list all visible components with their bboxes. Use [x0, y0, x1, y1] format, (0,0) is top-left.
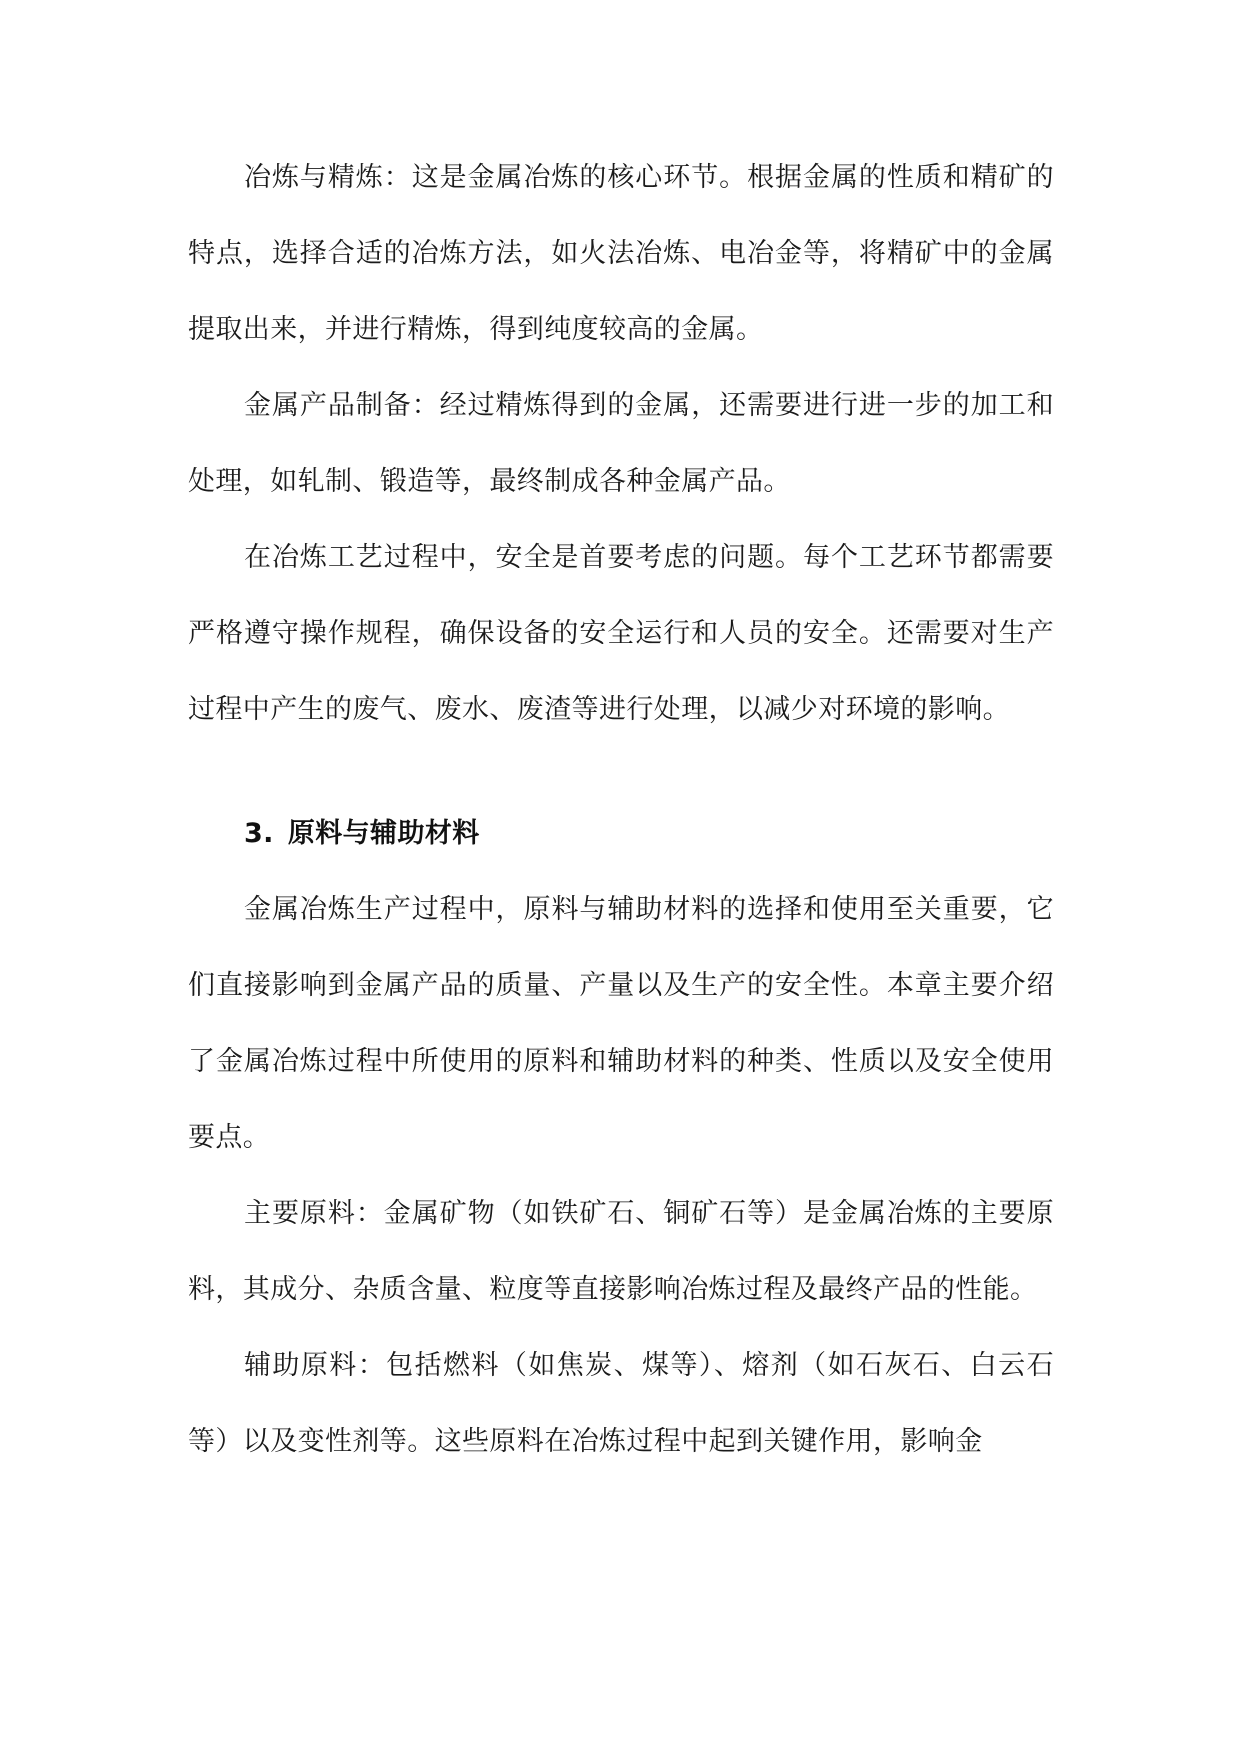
document-body [188, 140, 1054, 1480]
paragraph-materials-intro: 金属冶炼生产过程中，原料与辅助材料的选择和使用至关重要，它们直接影响到金属产品的质量、产量以及生产的安全性。本章主要介绍了金属冶炼过程中所使用的原料和辅助材料的种类、性质以及安全使用要点。 [188, 894, 1054, 1153]
section-heading [188, 796, 1054, 872]
section-title: 原料与辅助材料 [287, 818, 480, 849]
paragraph-auxiliary-materials: 辅助原料：包括燃料（如焦炭、煤等）、熔剂（如石灰石、白云石等）以及变性剂等。这些原料在冶炼过程中起到关键作用，影响金 [188, 1350, 1054, 1457]
paragraph-main-materials: 主要原料：金属矿物（如铁矿石、铜矿石等）是金属冶炼的主要原料，其成分、杂质含量、粒度等直接影响冶炼过程及最终产品的性能。 [188, 1198, 1054, 1305]
paragraph-smelting-refining: 冶炼与精炼：这是金属冶炼的核心环节。根据金属的性质和精矿的特点，选择合适的冶炼方法，如火法冶炼、电冶金等，将精矿中的金属提取出来，并进行精炼，得到纯度较高的金属。 [188, 162, 1054, 345]
paragraph-safety: 在冶炼工艺过程中，安全是首要考虑的问题。每个工艺环节都需要严格遵守操作规程，确保设备的安全运行和人员的安全。还需要对生产过程中产生的废气、废水、废渣等进行处理，以减少对环境的影响。 [188, 542, 1054, 725]
section-number: 3. [244, 818, 274, 849]
paragraph-product-preparation: 金属产品制备：经过精炼得到的金属，还需要进行进一步的加工和处理，如轧制、锻造等，最终制成各种金属产品。 [188, 390, 1054, 497]
